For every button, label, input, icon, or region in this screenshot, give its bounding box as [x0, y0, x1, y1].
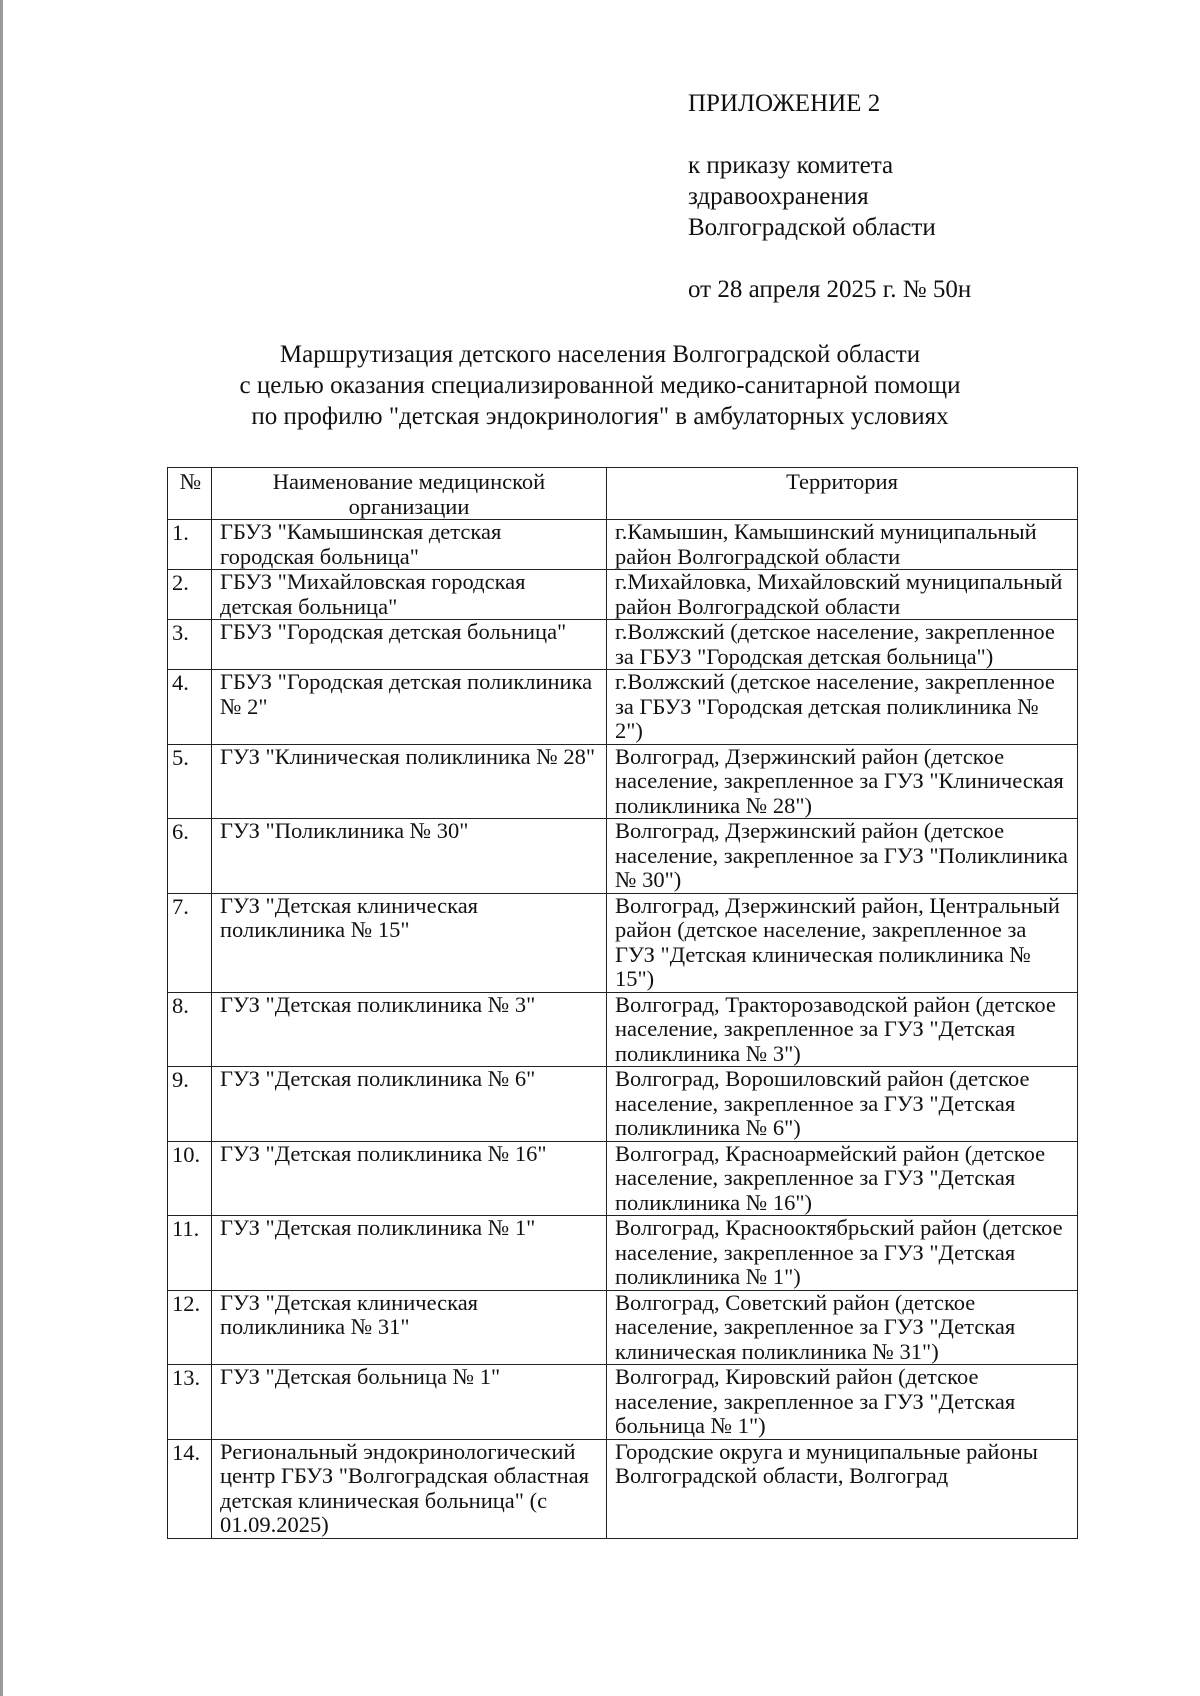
- row-territory: Волгоград, Дзержинский район, Центральный район (детское население, закрепленное за ГУЗ "Детская клиническая поликлиника № 15"): [607, 893, 1078, 992]
- row-number: 8.: [168, 992, 212, 1067]
- table-row: [168, 1439, 1078, 1538]
- row-organization: ГБУЗ "Михайловская городская детская больница": [212, 570, 607, 620]
- row-number: 13.: [168, 1365, 212, 1440]
- row-organization: ГУЗ "Клиническая поликлиника № 28": [212, 744, 607, 819]
- row-organization: ГУЗ "Детская поликлиника № 16": [212, 1141, 607, 1216]
- row-territory: Волгоград, Тракторозаводской район (детское население, закрепленное за ГУЗ "Детская поликлиника № 3"): [607, 992, 1078, 1067]
- table-row: [168, 1216, 1078, 1291]
- row-organization: ГУЗ "Детская клиническая поликлиника № 31": [212, 1290, 607, 1365]
- table-row: [168, 1365, 1078, 1440]
- row-territory: Волгоград, Красноармейский район (детское население, закрепленное за ГУЗ "Детская поликлиника № 16"): [607, 1141, 1078, 1216]
- row-number: 11.: [168, 1216, 212, 1291]
- row-number: 6.: [168, 819, 212, 894]
- title-line-1: Маршрутизация детского населения Волгоградской области: [279, 341, 921, 368]
- table-row: [168, 1067, 1078, 1142]
- row-number: 7.: [168, 893, 212, 992]
- table-row: [168, 1290, 1078, 1365]
- row-number: 4.: [168, 670, 212, 745]
- scan-edge: [0, 0, 3, 1696]
- row-territory: Волгоград, Ворошиловский район (детское население, закрепленное за ГУЗ "Детская поликлиника № 6"): [607, 1067, 1078, 1142]
- header-number: №: [168, 468, 212, 520]
- order-line-1: к приказу комитета: [688, 152, 894, 179]
- table-row: [168, 744, 1078, 819]
- row-organization: ГУЗ "Детская поликлиника № 6": [212, 1067, 607, 1142]
- row-number: 2.: [168, 570, 212, 620]
- order-date: от 28 апреля 2025 г. № 50н: [688, 276, 972, 303]
- row-organization: Региональный эндокринологический центр ГБУЗ "Волгоградская областная детская клиническая больница" (с 01.09.2025): [212, 1439, 607, 1538]
- row-organization: ГБУЗ "Камышинская детская городская больница": [212, 520, 607, 570]
- table-body: [168, 520, 1078, 1539]
- row-number: 1.: [168, 520, 212, 570]
- row-territory: Волгоград, Советский район (детское население, закрепленное за ГУЗ "Детская клиническая поликлиника № 31"): [607, 1290, 1078, 1365]
- table-row: [168, 1141, 1078, 1216]
- order-line-2: здравоохранения: [688, 183, 869, 210]
- row-number: 10.: [168, 1141, 212, 1216]
- row-number: 3.: [168, 620, 212, 670]
- row-organization: ГУЗ "Детская больница № 1": [212, 1365, 607, 1440]
- table-row: [168, 620, 1078, 670]
- table-row: [168, 570, 1078, 620]
- row-organization: ГУЗ "Детская поликлиника № 3": [212, 992, 607, 1067]
- row-territory: г.Волжский (детское население, закрепленное за ГБУЗ "Городская детская больница"): [607, 620, 1078, 670]
- header-territory: Территория: [607, 468, 1078, 520]
- row-number: 5.: [168, 744, 212, 819]
- document-title: [160, 339, 1040, 432]
- table-row: [168, 893, 1078, 992]
- row-organization: ГУЗ "Поликлиника № 30": [212, 819, 607, 894]
- approval-block: [688, 88, 1168, 305]
- table-row: [168, 520, 1078, 570]
- row-territory: г.Камышин, Камышинский муниципальный район Волгоградской области: [607, 520, 1078, 570]
- title-line-2: с целью оказания специализированной медико-санитарной помощи: [239, 372, 961, 399]
- row-organization: ГБУЗ "Городская детская поликлиника № 2": [212, 670, 607, 745]
- row-territory: Волгоград, Кировский район (детское население, закрепленное за ГУЗ "Детская больница № 1"): [607, 1365, 1078, 1440]
- row-territory: Волгоград, Дзержинский район (детское население, закрепленное за ГУЗ "Поликлиника № 30"): [607, 819, 1078, 894]
- row-territory: г.Михайловка, Михайловский муниципальный район Волгоградской области: [607, 570, 1078, 620]
- appendix-label: ПРИЛОЖЕНИЕ 2: [688, 90, 881, 117]
- table-row: [168, 992, 1078, 1067]
- row-number: 9.: [168, 1067, 212, 1142]
- row-territory: Волгоград, Краснооктябрьский район (детское население, закрепленное за ГУЗ "Детская поликлиника № 1"): [607, 1216, 1078, 1291]
- row-number: 14.: [168, 1439, 212, 1538]
- row-number: 12.: [168, 1290, 212, 1365]
- row-organization: ГУЗ "Детская клиническая поликлиника № 15": [212, 893, 607, 992]
- row-organization: ГУЗ "Детская поликлиника № 1": [212, 1216, 607, 1291]
- table-header-row: [168, 468, 1078, 520]
- table-row: [168, 819, 1078, 894]
- routing-table: [167, 467, 1078, 1539]
- row-organization: ГБУЗ "Городская детская больница": [212, 620, 607, 670]
- order-line-3: Волгоградской области: [688, 214, 936, 241]
- row-territory: Городские округа и муниципальные районы Волгоградской области, Волгоград: [607, 1439, 1078, 1538]
- table-row: [168, 670, 1078, 745]
- row-territory: Волгоград, Дзержинский район (детское население, закрепленное за ГУЗ "Клиническая поликлиника № 28"): [607, 744, 1078, 819]
- row-territory: г.Волжский (детское население, закрепленное за ГБУЗ "Городская детская поликлиника № 2"): [607, 670, 1078, 745]
- title-line-3: по профилю "детская эндокринология" в амбулаторных условиях: [251, 403, 949, 430]
- header-organization: Наименование медицинской организации: [212, 468, 607, 520]
